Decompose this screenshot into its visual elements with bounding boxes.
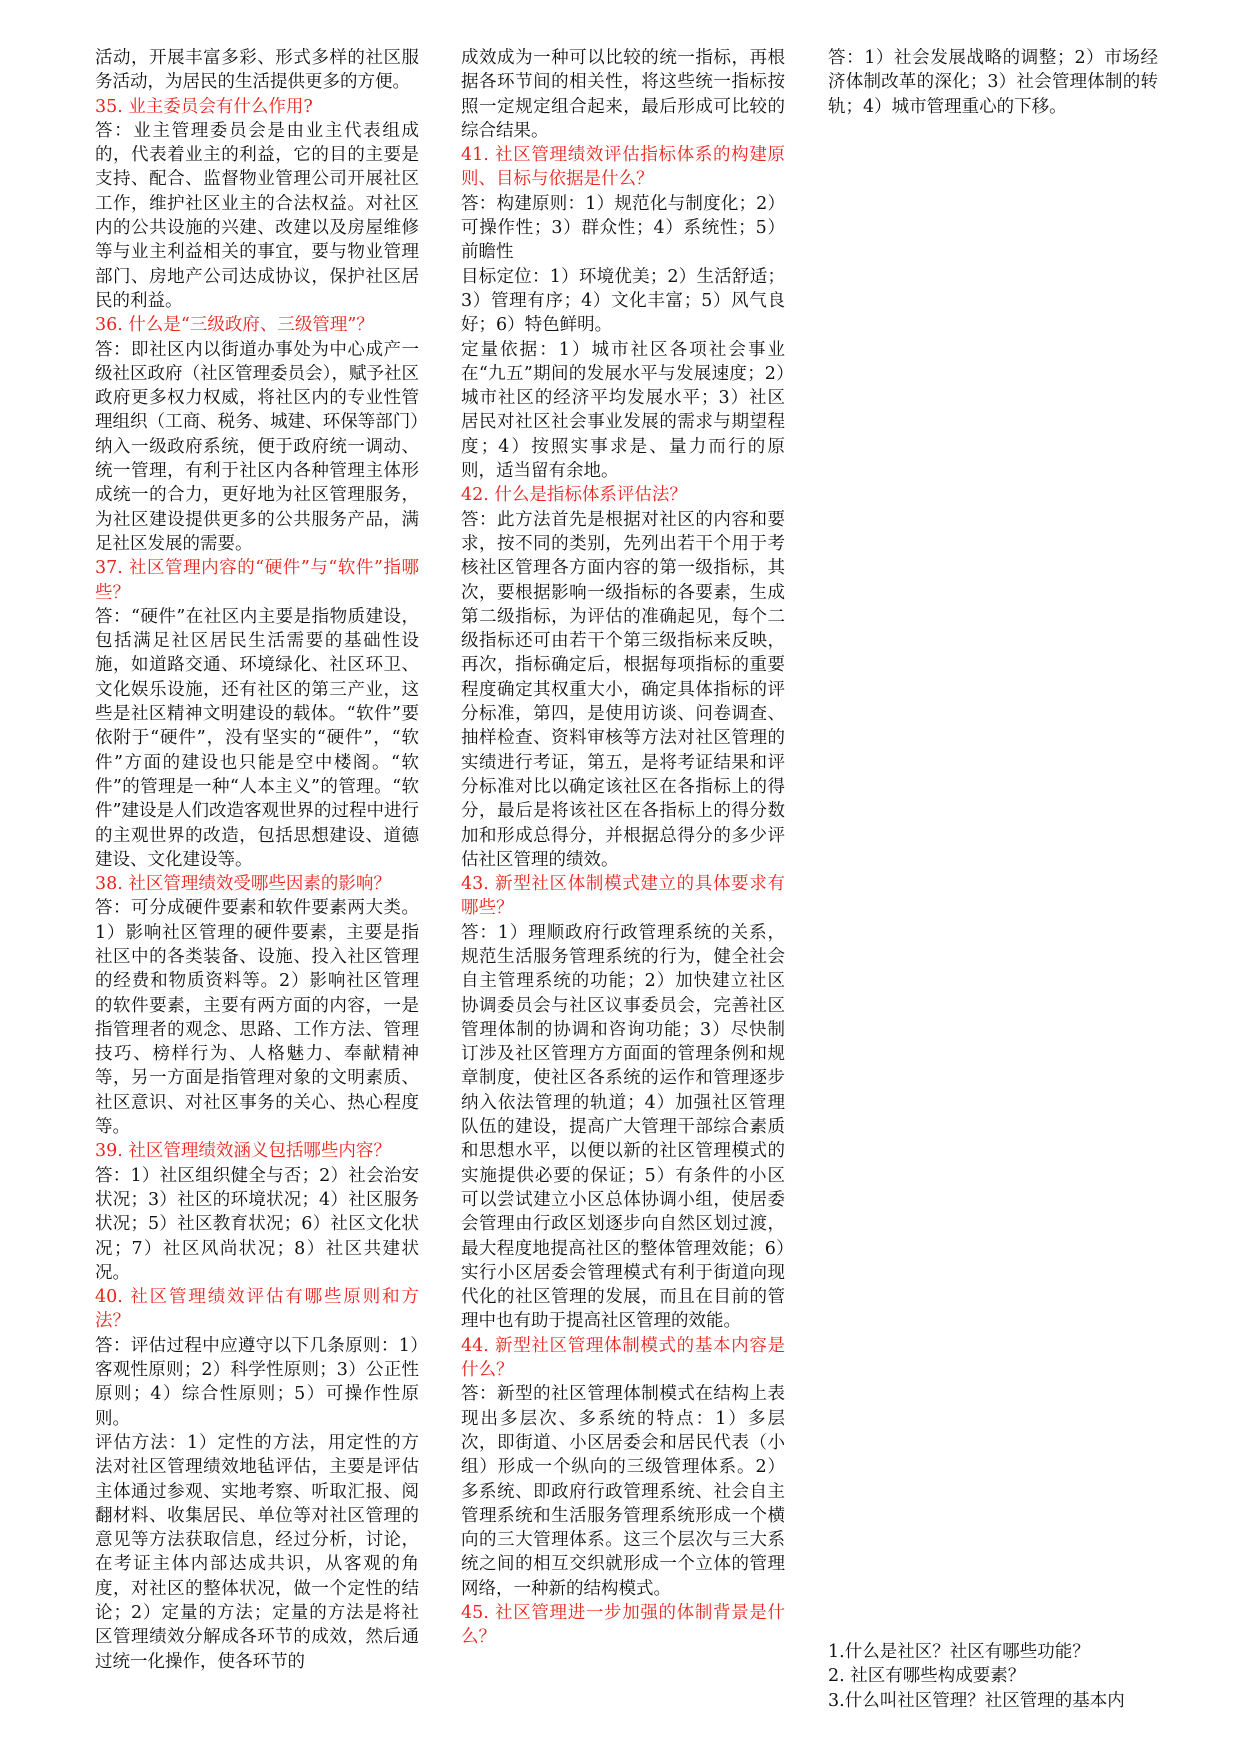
question-heading: 42. 什么是指标体系评估法？ <box>461 485 687 506</box>
answer-paragraph: 答：业主管理委员会是由业主代表组成的，代表着业主的利益，它的目的主要是支持、配合、监督物业管理公司开展社区工作，维护社区业主的合法权益。对社区内的公共设施的兴建、改建以及房屋维修等与业主利益相关的事宜，要与物业管理部门、房地产公司达成协议，保护社区居民的利益。 <box>95 120 419 311</box>
answer-paragraph: 定量依据：1）城市社区各项社会事业在“九五”期间的发展水平与发展速度；2）城市社区的经济平均发展水平；3）社区居民对社区社会事业发展的需求与期望程度；4）按照实事求是、量力而行的原则，适当留有余地。 <box>461 339 785 482</box>
question-heading: 37. 社区管理内容的“硬件”与“软件”指哪些？ <box>95 558 419 603</box>
list-item: 2. 社区有哪些构成要素？ <box>828 1666 1026 1687</box>
answer-paragraph: 答：评估过程中应遵守以下几条原则：1）客观性原则；2）科学性原则；3）公正性原则；4）综合性原则；5）可操作性原则。 <box>95 1335 419 1429</box>
question-heading: 35. 业主委员会有什么作用? <box>95 96 313 117</box>
answer-paragraph: 目标定位：1）环境优美；2）生活舒适；3）管理有序；4）文化丰富；5）风气良好；6）特色鲜明。 <box>461 266 785 336</box>
question-heading: 40. 社区管理绩效评估有哪些原则和方法？ <box>95 1287 419 1332</box>
answer-paragraph: 评估方法：1）定性的方法，用定性的方法对社区管理绩效地毡评估，主要是评估主体通过参观、实地考察、听取汇报、阅翻材料、收集居民、单位等对社区管理的意见等方法获取信息，经过分析，讨论，在考证主体内部达成共识，从客观的角度，对社区的整体状况，做一个定性的结论；2）定量的方法；定量的方法是将社区管理绩效分解成各环节的成效，然后通过统一化操作，使各环节的 <box>95 1432 419 1672</box>
question-heading: 36. 什么是“三级政府、三级管理”？ <box>95 315 374 336</box>
answer-paragraph: 答：构建原则：1）规范化与制度化；2）可操作性；3）群众性；4）系统性；5）前瞻性 <box>461 193 785 263</box>
question-heading: 43. 新型社区体制模式建立的具体要求有哪些？ <box>461 874 785 919</box>
question-heading: 39. 社区管理绩效涵义包括哪些内容？ <box>95 1141 391 1162</box>
answer-paragraph: 答：1）社会发展战略的调整；2）市场经济体制改革的深化；3）社会管理体制的转轨；4）城市管理重心的下移。 <box>828 48 1158 117</box>
answer-paragraph: 答：“硬件”在社区内主要是指物质建设，包括满足社区居民生活需要的基础性设施，如道路交通、环境绿化、社区环卫、文化娱乐设施，还有社区的第三产业，这些是社区精神文明建设的载体。“软件”要依附于“硬件”，没有坚实的“硬件”，“软件”方面的建设也只能是空中楼阁。“软件”的管理是一种“人本主义”的管理。“软件”建设是人们改造客观世界的过程中进行的主观世界的改造，包括思想建设、道德建设、文化建设等。 <box>95 606 419 870</box>
answer-paragraph: 成效成为一种可以比较的统一指标，再根据各环节间的相关性，将这些统一指标按照一定规定组合起来，最后形成可比较的综合结果。 <box>461 48 785 141</box>
column-3 <box>828 46 1158 119</box>
column-1 <box>95 46 419 1674</box>
answer-paragraph: 答：1）理顺政府行政管理系统的关系，规范生活服务管理系统的行为，健全社会自主管理系统的功能；2）加快建立社区协调委员会与社区议事委员会，完善社区管理体制的协调和咨询功能；3）尽快制订涉及社区管理方方面面的管理条例和规章制度，使社区各系统的运作和管理逐步纳入依法管理的轨道；4）加强社区管理队伍的建设，提高广大管理干部综合素质和思想水平，以便以新的社区管理模式的实施提供必要的保证；5）有条件的小区可以尝试建立小区总体协调小组，使居委会管理由行政区划逐步向自然区划过渡，最大程度地提高社区的整体管理效能；6）实行小区居委会管理模式有利于街道向现代化的社区管理的发展，而且在目前的管理中也有助于提高社区管理的效能。 <box>461 922 785 1332</box>
answer-paragraph: 活动，开展丰富多彩、形式多样的社区服务活动，为居民的生活提供更多的方便。 <box>95 48 419 93</box>
question-heading: 38. 社区管理绩效受哪些因素的影响？ <box>95 874 391 895</box>
question-heading: 41. 社区管理绩效评估指标体系的构建原则、目标与依据是什么？ <box>461 145 785 190</box>
column-2 <box>461 46 785 1650</box>
question-list <box>828 1640 1168 1713</box>
list-item: 3.什么叫社区管理？社区管理的基本内 <box>828 1690 1125 1711</box>
question-heading: 44. 新型社区管理体制模式的基本内容是什么？ <box>461 1335 785 1381</box>
answer-paragraph: 答：新型的社区管理体制模式在结构上表现出多层次、多系统的特点：1）多层次，即街道、小区居委会和居民代表（小组）形成一个纵向的三级管理体系。2）多系统、即政府行政管理系统、社会自主管理系统和生活服务管理系统形成一个横向的三大管理体系。这三个层次与三大系统之间的相互交织就形成一个立体的管理网络，一种新的结构模式。 <box>461 1384 785 1599</box>
answer-paragraph: 答：1）社区组织健全与否；2）社会治安状况；3）社区的环境状况；4）社区服务状况；5）社区教育状况；6）社区文化状况；7）社区风尚状况；8）社区共建状况。 <box>95 1165 419 1283</box>
question-heading: 45. 社区管理进一步加强的体制背景是什么？ <box>461 1603 785 1648</box>
answer-paragraph: 答：即社区内以街道办事处为中心成产一级社区政府（社区管理委员会），赋予社区政府更多权力权威，将社区内的专业性管理组织（工商、税务、城建、环保等部门）纳入一级政府系统，便于政府统一调动、统一管理，有利于社区内各种管理主体形成统一的合力，更好地为社区管理服务，为社区建设提供更多的公共服务产品，满足社区发展的需要。 <box>95 339 419 554</box>
list-item: 1.什么是社区？社区有哪些功能？ <box>828 1642 1090 1662</box>
answer-paragraph: 答：可分成硬件要素和软件要素两大类。1）影响社区管理的硬件要素，主要是指社区中的各类装备、设施、投入社区管理的经费和物质资料等。2）影响社区管理的软件要素，主要有两方面的内容，一是指管理者的观念、思路、工作方法、管理技巧、榜样行为、人格魅力、奉献精神等，另一方面是指管理对象的文明素质、社区意识、对社区事务的关心、热心程度等。 <box>95 898 419 1138</box>
answer-paragraph: 答：此方法首先是根据对社区的内容和要求，按不同的类别，先列出若干个用于考核社区管理各方面内容的第一级指标，其次，要根据影响一级指标的各要素，生成第二级指标，为评估的准确起见，每个二级指标还可由若干个第三级指标来反映，再次，指标确定后，根据每项指标的重要程度确定其权重大小，确定具体指标的评分标准，第四，是使用访谈、问卷调查、抽样检查、资料审核等方法对社区管理的实绩进行考证，第五，是将考证结果和评分标准对比以确定该社区在各指标上的得分，最后是将该社区在各指标上的得分数加和形成总得分，并根据总得分的多少评估社区管理的绩效。 <box>461 509 785 870</box>
